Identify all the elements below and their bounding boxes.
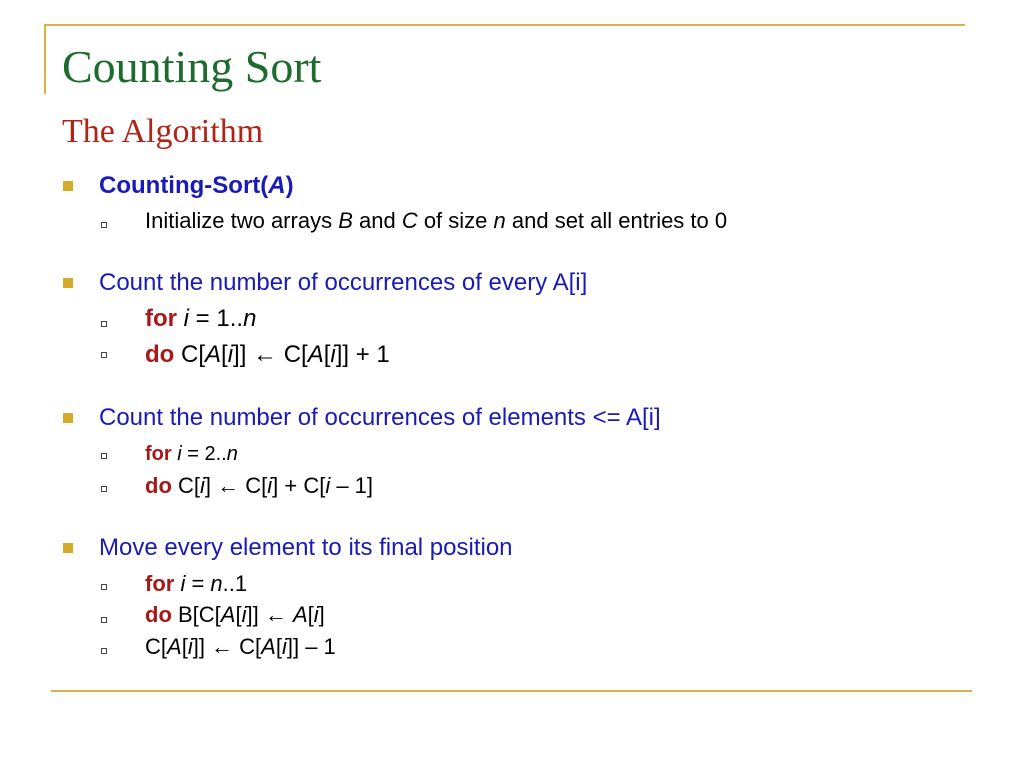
frame-left-rule	[44, 24, 46, 94]
slide-subtitle: The Algorithm	[62, 113, 264, 150]
param-a: A	[268, 172, 286, 199]
heading-text: Counting-Sort(	[99, 172, 269, 199]
bullet-square-icon	[63, 543, 73, 553]
sub-bullet-box-icon	[101, 486, 107, 492]
keyword-do: do	[145, 473, 172, 498]
do-statement-line: do C[i] ← C[i] + C[i – 1]	[145, 473, 374, 498]
heading-paren: )	[285, 172, 294, 199]
decrement-line: C[A[i]] ← C[A[i]] – 1	[145, 634, 336, 659]
keyword-for: for	[145, 571, 175, 596]
section-heading-count-cumulative: Count the number of occurrences of elements <= A[i]	[99, 404, 661, 431]
section-heading-move-elements: Move every element to its final position	[99, 534, 513, 561]
slide-title: Counting Sort	[62, 41, 322, 92]
sub-bullet-box-icon	[101, 453, 107, 459]
sub-bullet-box-icon	[101, 352, 107, 358]
sub-bullet-box-icon	[101, 648, 107, 654]
frame-top-rule	[44, 24, 965, 26]
sub-bullet-box-icon	[101, 584, 107, 590]
keyword-for: for	[145, 305, 177, 332]
for-loop-line: for i = n..1	[145, 571, 248, 596]
keyword-for: for	[145, 443, 172, 465]
keyword-do: do	[145, 602, 172, 627]
section-heading-counting-sort	[99, 174, 294, 198]
for-loop-line: for i = 1..n	[145, 305, 257, 332]
sub-bullet-box-icon	[101, 321, 107, 327]
do-statement-line: do C[A[i]] ← C[A[i]] + 1	[145, 341, 390, 368]
bullet-square-icon	[63, 278, 73, 288]
for-loop-line: for i = 2..n	[145, 443, 238, 465]
do-statement-line: do B[C[A[i]] ← A[i]	[145, 602, 325, 627]
frame-bottom-rule	[51, 690, 972, 692]
sub-bullet-box-icon	[101, 222, 107, 228]
sub-bullet-box-icon	[101, 617, 107, 623]
section-heading-count-occurrences: Count the number of occurrences of every A[i]	[99, 269, 588, 296]
keyword-do: do	[145, 341, 175, 368]
bullet-square-icon	[63, 181, 73, 191]
init-arrays-line: Initialize two arrays B and C of size n and set all entries to 0	[145, 208, 728, 233]
bullet-square-icon	[63, 413, 73, 423]
